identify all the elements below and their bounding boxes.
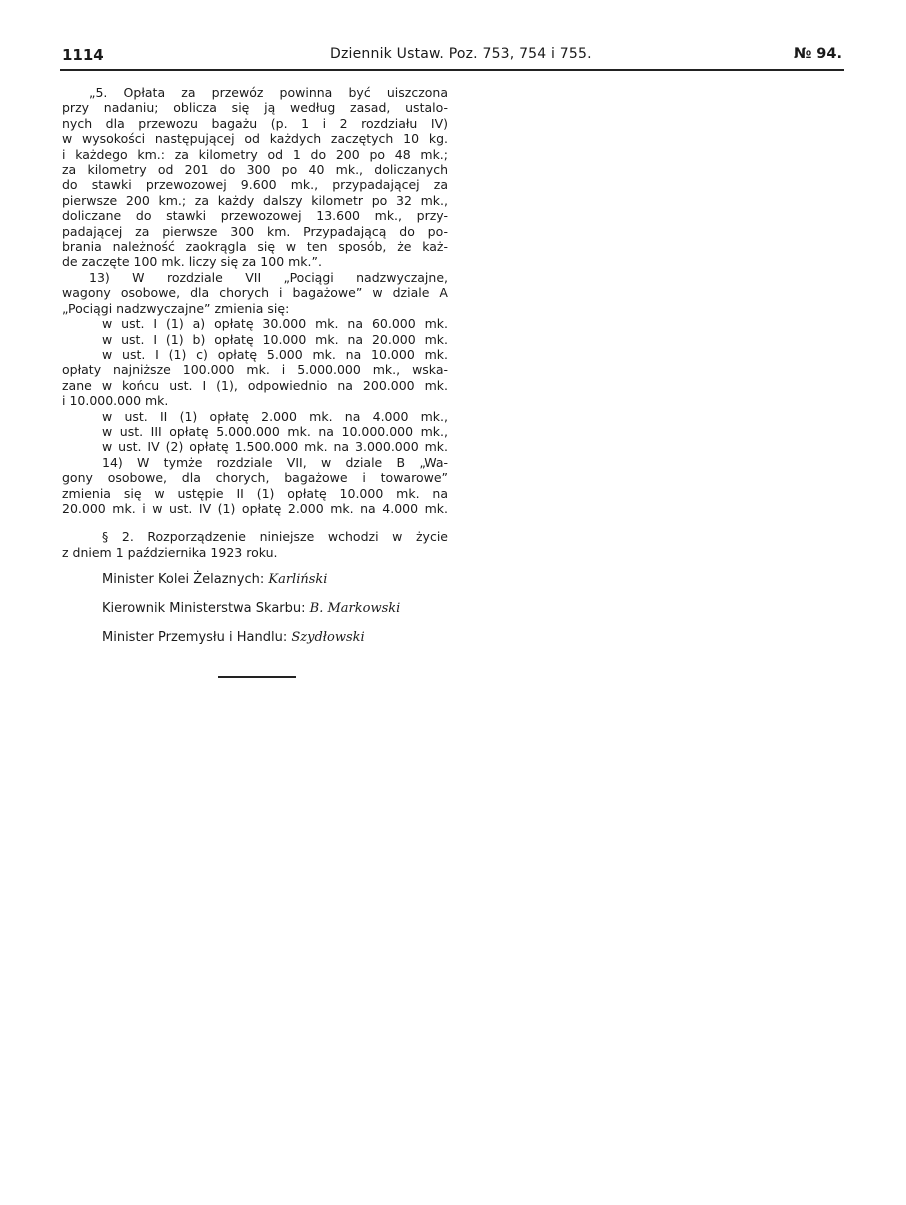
signatures (62, 571, 448, 647)
signature-name: Szydłowski (291, 630, 365, 646)
text-line: „5. Opłata za przewóz powinna być uiszczona (89, 85, 448, 100)
text-line: i każdego km.: za kilometry od 1 do 200 po 48 mk.; (62, 146, 448, 162)
text-line: 20.000 mk. i w ust. IV (1) opłatę 2.000 mk. na 4.000 mk. (62, 500, 448, 516)
signature-line (62, 629, 448, 647)
text-line: de zaczęte 100 mk. liczy się za 100 mk.”. (62, 254, 322, 270)
list-item: w ust. I (1) c) opłatę 5.000 mk. na 10.000 mk. (102, 346, 448, 362)
text-line: padającej za pierwsze 300 km. Przypadającą do po- (62, 223, 448, 239)
journal-title: Dziennik Ustaw. Poz. 753, 754 i 755. (330, 46, 592, 62)
page-header (62, 46, 842, 68)
text-line: brania należność zaokrągla się w ten sposób, że każ- (62, 239, 448, 255)
list-item: w ust. I (1) b) opłatę 10.000 mk. na 20.000 mk. (102, 331, 448, 347)
text-line: z dniem 1 października 1923 roku. (62, 544, 278, 560)
text-line: zmienia się w ustępie II (1) opłatę 10.000 mk. na (62, 485, 448, 501)
list-item: w ust. III opłatę 5.000.000 mk. na 10.000.000 mk., (102, 423, 448, 439)
section-2 (62, 529, 448, 560)
text-line: „Pociągi nadzwyczajne” zmienia się: (62, 300, 290, 316)
signature-office: Minister Przemysłu i Handlu: (102, 630, 288, 646)
text-line: 14) W tymże rozdziale VII, w dziale B „Wa- (102, 454, 448, 470)
signature-name: B. Markowski (309, 601, 401, 617)
text-column (62, 85, 448, 647)
text-line: przy nadaniu; oblicza się ją według zasad, ustalo- (62, 100, 448, 116)
text-line: opłaty najniższe 100.000 mk. i 5.000.000 mk., wska- (62, 362, 448, 378)
paragraph-13 (62, 270, 448, 455)
signature-line (62, 571, 448, 589)
text-line: i 10.000.000 mk. (62, 393, 169, 409)
end-divider (218, 676, 296, 678)
text-line: wagony osobowe, dla chorych i bagażowe” w dziale A (62, 285, 448, 301)
list-item: w ust. I (1) a) opłatę 30.000 mk. na 60.000 mk. (102, 316, 448, 332)
page-number: 1114 (62, 46, 104, 64)
issue-number: № 94. (793, 46, 842, 62)
header-divider (60, 69, 844, 71)
paragraph-5 (62, 85, 448, 270)
paragraph-14 (62, 455, 448, 517)
signature-name: Karliński (268, 572, 328, 588)
signature-line (62, 600, 448, 618)
text-line: 13) W rozdziale VII „Pociągi nadzwyczajne, (89, 269, 448, 285)
text-line: pierwsze 200 km.; za każdy dalszy kilometr po 32 mk., (62, 192, 448, 208)
text-line: za kilometry od 201 do 300 po 40 mk., doliczanych (62, 162, 448, 178)
text-line: doliczane do stawki przewozowej 13.600 mk., przy- (62, 208, 448, 224)
text-line: do stawki przewozowej 9.600 mk., przypadającej za (62, 177, 448, 193)
text-line: § 2. Rozporządzenie niniejsze wchodzi w życie (102, 529, 448, 545)
text-line: nych dla przewozu bagażu (p. 1 i 2 rozdziału IV) (62, 115, 448, 131)
signature-office: Kierownik Ministerstwa Skarbu: (102, 601, 306, 617)
signature-office: Minister Kolei Żelaznych: (102, 572, 265, 588)
list-item: w ust. IV (2) opłatę 1.500.000 mk. na 3.000.000 mk. (102, 439, 448, 455)
list-item: w ust. II (1) opłatę 2.000 mk. na 4.000 mk., (102, 408, 448, 424)
text-line: w wysokości następującej od każdych zaczętych 10 kg. (62, 131, 448, 147)
text-line: zane w końcu ust. I (1), odpowiednio na 200.000 mk. (62, 377, 448, 393)
text-line: gony osobowe, dla chorych, bagażowe i towarowe” (62, 470, 448, 486)
